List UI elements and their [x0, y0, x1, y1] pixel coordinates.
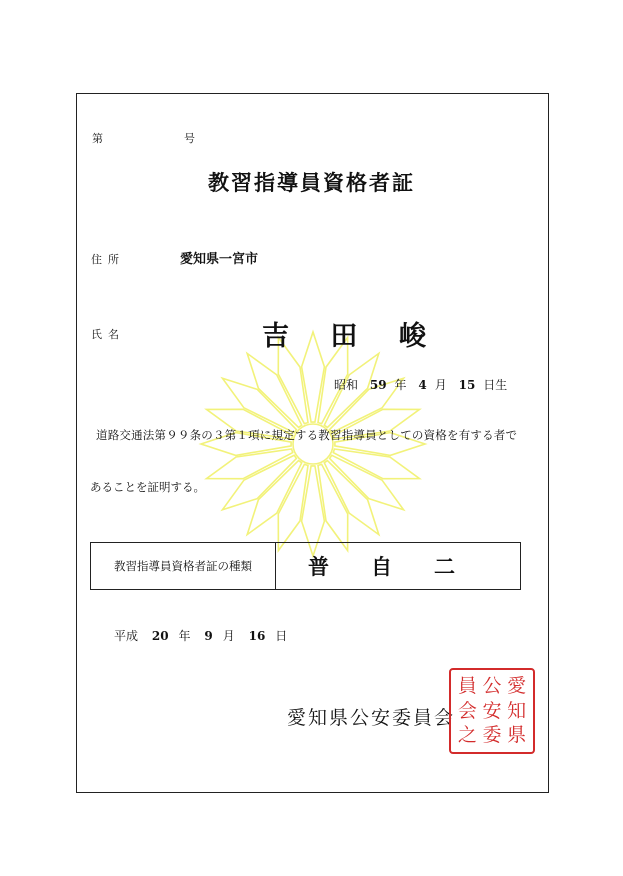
name-value: [262, 314, 456, 353]
police-emblem-icon: [193, 324, 433, 564]
birth-year: 59: [369, 378, 387, 392]
name-label: 氏名: [91, 328, 125, 341]
birth-year-unit: 年: [394, 378, 407, 392]
issuer-name: 愛知県公安委員会: [287, 707, 456, 729]
certification-text-line1: 道路交通法第９９条の３第１項に規定する教習指導員としての資格を有する者で: [96, 428, 518, 442]
issue-year: 20: [151, 629, 169, 643]
certificate-type-box: [90, 542, 521, 590]
certificate-type-label: 教習指導員資格者証の種類: [91, 543, 276, 589]
birth-month: 4: [418, 378, 427, 392]
issue-day-unit: 日: [275, 629, 288, 643]
issue-era: 平成: [114, 629, 139, 643]
birth-month-unit: 月: [434, 378, 447, 392]
issue-month-unit: 月: [222, 629, 235, 643]
issue-day: 16: [248, 629, 266, 643]
certification-text-line2: あることを証明する。: [90, 480, 205, 494]
birth-date: [334, 376, 507, 393]
address-value: 愛知県一宮市: [180, 252, 259, 267]
certificate-type-value: 普自二: [308, 554, 497, 579]
number-suffix: 号: [184, 132, 195, 145]
name-char: 峻: [398, 321, 428, 352]
birth-era: 昭和: [334, 378, 359, 392]
birth-day: 15: [458, 378, 476, 392]
address-label: 住所: [91, 253, 125, 266]
official-seal-icon: 員 公 愛 会 安 知 之 委 県: [449, 668, 535, 754]
name-char: 田: [330, 321, 360, 352]
issue-month: 9: [204, 629, 213, 643]
name-char: 吉: [262, 321, 291, 352]
document-title: 教習指導員資格者証: [208, 170, 415, 195]
issue-year-unit: 年: [178, 629, 191, 643]
number-label: 第: [92, 132, 103, 145]
birth-day-unit: 日生: [483, 378, 508, 392]
issue-date: [114, 627, 287, 644]
